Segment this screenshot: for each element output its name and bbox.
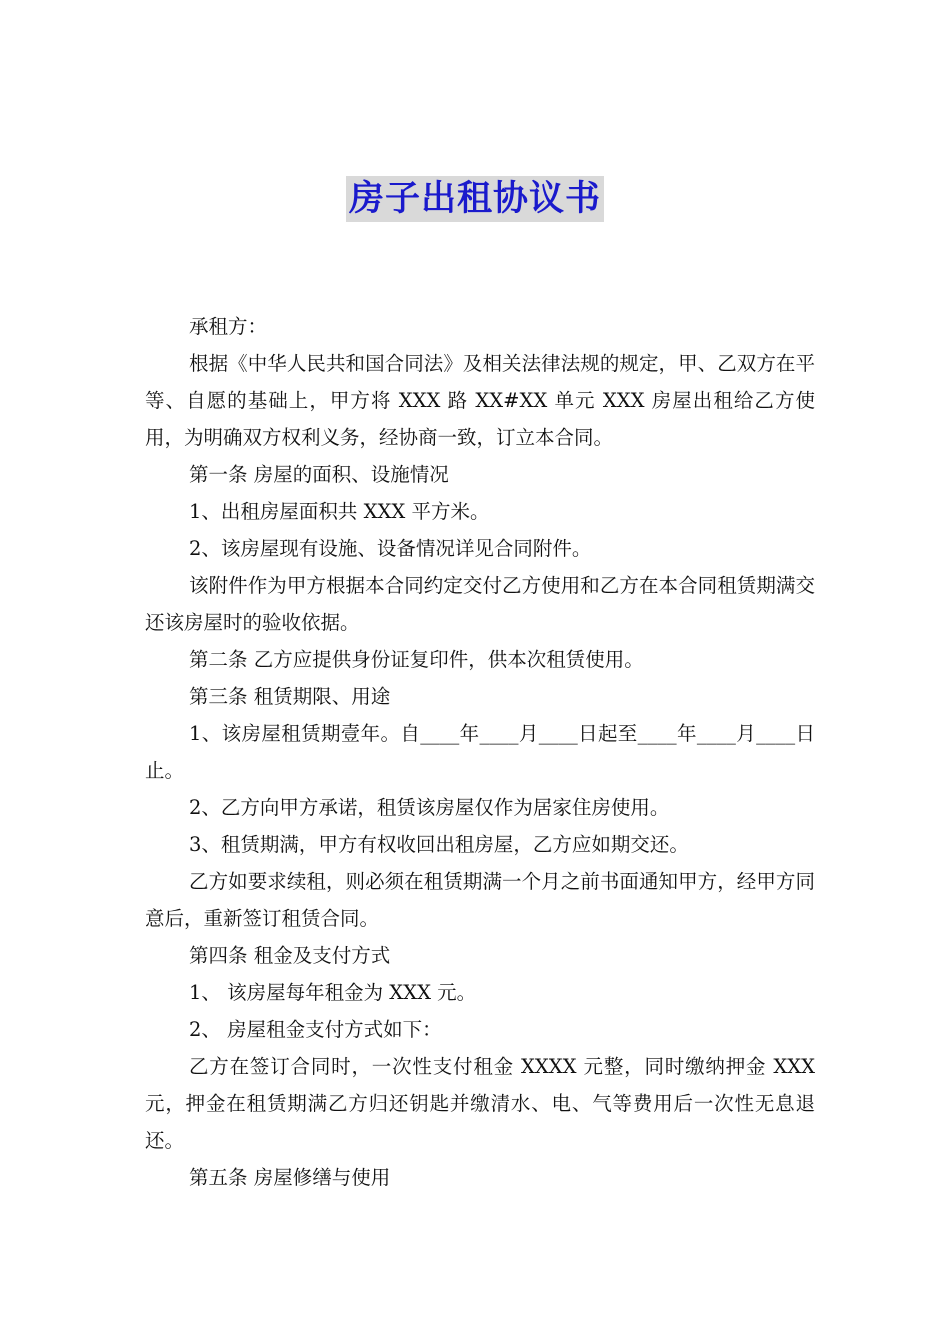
paragraph-payment-details: 乙方在签订合同时，一次性支付租金 XXXX 元整，同时缴纳押金 XXX 元，押金在租赁期满乙方归还钥匙并缴清水、电、气等费用后一次性无息退还。: [145, 1055, 815, 1152]
document-title: 房子出租协议书: [346, 176, 604, 222]
paragraph-article-1-heading: 第一条 房屋的面积、设施情况: [189, 463, 449, 486]
paragraph-renewal: 乙方如要求续租，则必须在租赁期满一个月之前书面通知甲方，经甲方同意后，重新签订租赁合同。: [145, 870, 815, 930]
paragraph-article-3-item-1: 1、该房屋租赁期壹年。自____年____月____日起至____年____月____日止。: [145, 722, 815, 782]
paragraph-article-4-item-2: 2、 房屋租金支付方式如下：: [189, 1018, 442, 1041]
paragraph-article-4-heading: 第四条 租金及支付方式: [189, 944, 391, 967]
paragraph-article-1-item-2: 2、该房屋现有设施、设备情况详见合同附件。: [189, 537, 592, 560]
paragraph-article-1-item-1: 1、出租房屋面积共 XXX 平方米。: [189, 500, 490, 523]
title-container: [0, 176, 950, 222]
paragraph-preamble: 根据《中华人民共和国合同法》及相关法律法规的规定，甲、乙双方在平等、自愿的基础上，甲方将 XXX 路 XX#XX 单元 XXX 房屋出租给乙方使用，为明确双方权利义务，经协商一致，订立本合同。: [145, 352, 815, 449]
paragraph-article-3-item-3: 3、租赁期满，甲方有权收回出租房屋，乙方应如期交还。: [189, 833, 689, 856]
document-body: [145, 308, 815, 1196]
paragraph-article-3-item-2: 2、乙方向甲方承诺，租赁该房屋仅作为居家住房使用。: [189, 796, 670, 819]
paragraph-article-5-heading: 第五条 房屋修缮与使用: [189, 1166, 391, 1189]
paragraph-article-4-item-1: 1、 该房屋每年租金为 XXX 元。: [189, 981, 477, 1004]
paragraph-annex-note: 该附件作为甲方根据本合同约定交付乙方使用和乙方在本合同租赁期满交还该房屋时的验收依据。: [145, 574, 815, 634]
paragraph-article-3-heading: 第三条 租赁期限、用途: [189, 685, 391, 708]
paragraph-article-2: 第二条 乙方应提供身份证复印件，供本次租赁使用。: [189, 648, 644, 671]
paragraph-tenant: 承租方：: [189, 315, 268, 338]
